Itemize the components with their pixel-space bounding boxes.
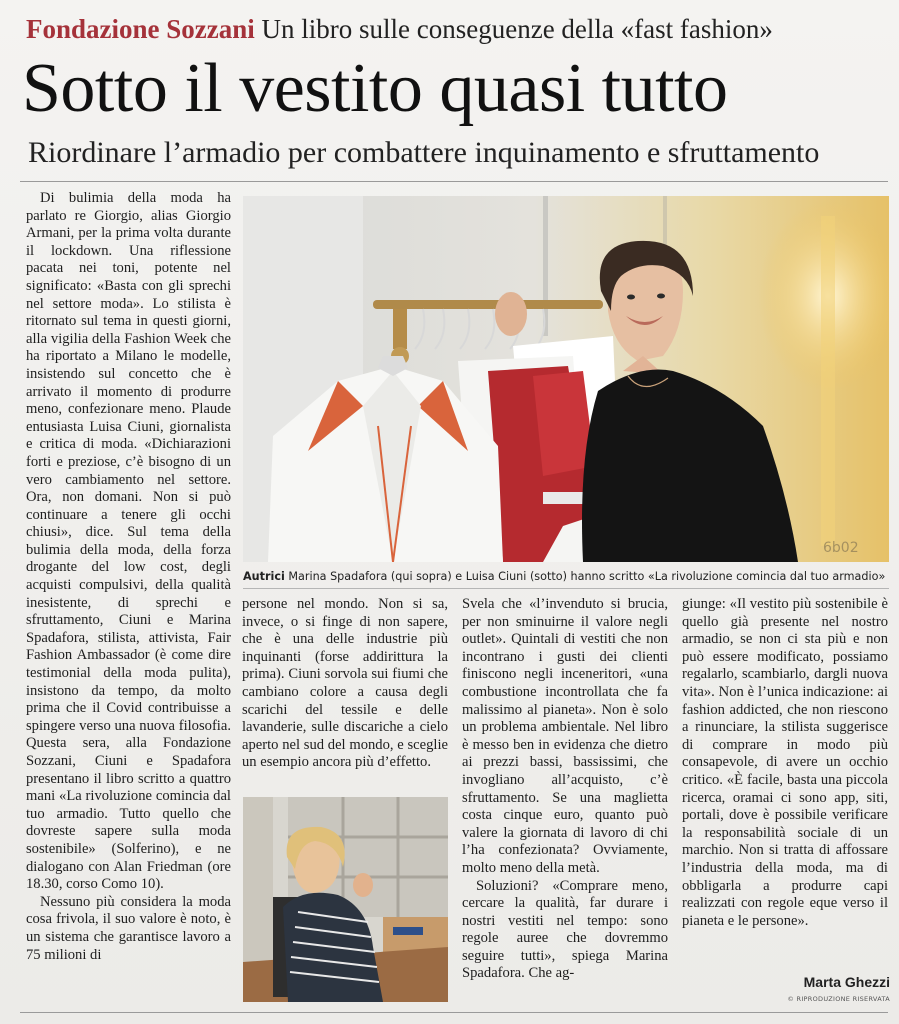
main-photo: [243, 196, 889, 562]
subheadline: Riordinare l’armadio per combattere inquinamento e sfruttamento: [28, 136, 820, 169]
footer-divider: [20, 1012, 888, 1013]
svg-text:6b02: 6b02: [823, 540, 859, 556]
column-2-paragraph-1: persone nel mondo. Non si sa, invece, o si finge di non sapere, che è una delle industrie più inquinanti (forse addirittura la prima). Ciuni sorvola sui fiumi che cambiano colore a causa degli scarichi del tessile e delle lavanderie, sulle discariche a cielo aperto nel sud del mondo, e sceglie un esempio ancora più d’effetto.: [242, 596, 448, 771]
column-3-paragraph-2: Soluzioni? «Comprare meno, cercare la qualità, far durare i nostri vestiti nel tempo: sono regole auree che dovremmo seguire tutti», spiega Marina Spadafora. Che ag-: [462, 877, 668, 982]
small-photo: [243, 797, 448, 1002]
byline-author: Marta Ghezzi: [803, 974, 890, 990]
kicker-organization: Fondazione Sozzani: [26, 14, 255, 44]
article-column-3: [462, 596, 668, 1008]
kicker-topic: Un libro sulle conseguenze della «fast fashion»: [261, 14, 773, 44]
article-column-2: [242, 596, 448, 796]
caption-label: Autrici: [243, 570, 285, 583]
column-1-paragraph-2: Nessuno più considera la moda cosa frivola, il suo valore è noto, è un sistema che garantisce lavoro a 75 milioni di: [26, 893, 231, 963]
kicker-line: [26, 12, 886, 46]
headline: Sotto il vestito quasi tutto: [22, 50, 728, 127]
column-4-paragraph-1: giunge: «Il vestito più sostenibile è quello già presente nel nostro armadio, se non ci sta più e non può essere modificato, possiamo regalarlo, scambiarlo, dargli nuova vita». Non è l’unica indicazione: ai fashion addicted, che non riescono a rinunciare, la stilista suggerisce di comprare in modo più consapevole, di avere un occhio critico. «È facile, basta una piccola ricerca, oramai ci sono app, siti, portali, dove è possibile verificare la responsabilità sociale di un marchio. Non si tratta di affossare l’industria della moda, ma di obbligarla a produrre capi realizzati con regole eque verso il pianeta e le persone».: [682, 596, 888, 929]
header-divider: [20, 181, 888, 182]
article-column-4: [682, 596, 888, 968]
caption-divider: [243, 588, 889, 589]
photo-caption: [243, 566, 889, 588]
rights-notice: © RIPRODUZIONE RISERVATA: [787, 995, 890, 1003]
column-1-paragraph-1: Di bulimia della moda ha parlato re Giorgio, alias Giorgio Armani, per la prima volta durante il lockdown. Una riflessione pacata nei toni, potente nel significato: «Basta con gli sprechi nel settore moda». Lo stilista è ritornato sul tema in questi giorni, alla vigilia della Fashion Week che ha riportato a Milano le modelle, insistendo sul concetto che è arrivato il momento di produrre meno, confezionare meno. Plaude entusiasta Luisa Ciuni, giornalista e critica di moda. «Dichiarazioni forti e preziose, c’è bisogno di un vero cambiamento nel settore. Ora, non domani. Non si può continuare a tenere gli occhi chiusi», dice. Sul tema della bulimia della moda, della forza drogante del low cost, degli acquisti compulsivi, della qualità inesistente, di sprechi e sfruttamento, Ciuni e Marina Spadafora, stilista, attivista, Fair Fashion Ambassador (è come dire testimonial della moda pulita), insistono da tempo, da molto prima che il Covid contribuisse a spingere verso una nuova filosofia. Questa sera, alla Fondazione Sozzani, Ciuni e Spadafora presentano il libro scritto a quattro mani «La rivoluzione comincia dal tuo armadio. Tutto quello che dovreste sapere sulla moda sostenibile» (Solferino), e ne dialogano con Alan Friedman (ore 18.30, corso Como 10).: [26, 190, 231, 893]
column-3-paragraph-1: Svela che «l’invenduto si brucia, per non sminuirne il valore negli outlet». Quintali di vestiti che non incontrano i gusti dei clienti finiscono negli inceneritori, «una combustione incontrollata che fa malissimo al pianeta». Non è solo un problema ambientale. Nel libro è messo ben in evidenza che dietro ai prezzi bassi, bassissimi, che invogliano all’acquisto, c’è sfruttamento. Se una maglietta costa cinque euro, quanto può valere la giornata di lavoro di chi l’ha confezionata? Ovviamente, molto meno della metà.: [462, 596, 668, 876]
woman-at-office-desk-photo: [243, 797, 448, 1002]
caption-text: Marina Spadafora (qui sopra) e Luisa Ciuni (sotto) hanno scritto «La rivoluzione comincia dal tuo armadio»: [288, 570, 886, 583]
woman-with-clothing-rack-photo: [243, 196, 889, 562]
article-column-1: [26, 190, 231, 1008]
